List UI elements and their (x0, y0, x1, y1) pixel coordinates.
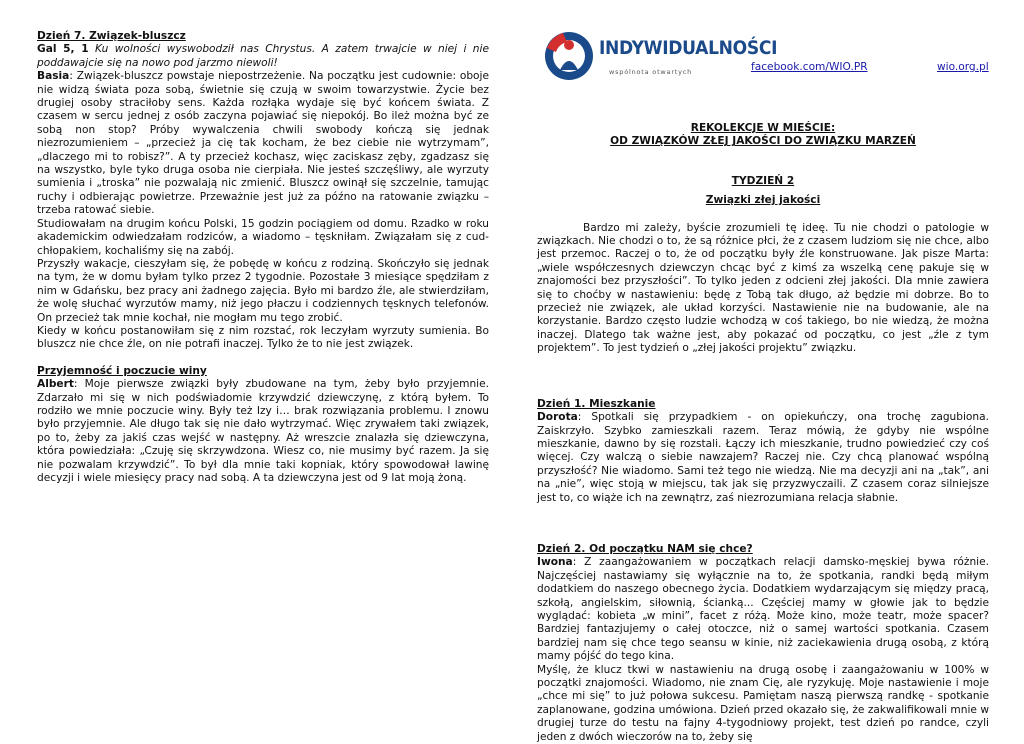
albert-name: Albert (37, 378, 74, 391)
quote-text: Ku wolności wyswobodził nas Chrystus. A zatem trwajcie w niej i nie poddawajcie się na nowo pod jarzmo niewoli! (37, 43, 489, 69)
dorota-paragraph (537, 411, 989, 505)
dorota-name: Dorota (537, 411, 578, 424)
main-title-line1: REKOLEKCJE W MIEŚCIE: (690, 122, 836, 134)
iwona-text: : Z zaangażowaniem w początkach relacji damsko-męskiej bywa różnie. Najczęściej nastawiamy się wyłącznie na to, że spotkania, randki będą miłym dodatkiem do naszego obecnego życia. Dodatkiem wydarzającym się między pracą, szkołą, angielskim, siłownią, ścianką... Częściej mamy w głowie jak to będzie wyglądać: kobieta „w mini”, facet z różą. Może kino, może teatr, może spacer? Bardziej fantazjujemy o całej otoczce, niż o samej wartości spotkania. Czasem bardziej nam się chce tego seansu w kinie, niż zaciekawienia drugą osobą, z którą mamy pójść do tego kina. (537, 556, 989, 663)
basia-paragraph (37, 70, 489, 217)
iwona-name: Iwona (537, 556, 573, 569)
logo-icon (543, 30, 595, 82)
iwona-paragraph (537, 556, 989, 663)
quote-ref: Gal 5, 1 (37, 43, 89, 56)
week-subtitle: Związki złej jakości (705, 194, 821, 207)
albert-text: : Moje pierwsze związki były zbudowane na tym, żeby było przyjemnie. Zdarzało mi się w nich podświadomie krzywdzić dziewczynę, z którą byłem. To rodziło we mnie poczucie winy. Były też Izy i… brak rozwiązania problemu. I znowu było przyjemnie. Ale długo tak się nie dało wytrzymać. Więc zrywałem taki związek, po to, żeby za jakiś czas wejść w następny. Aż wreszcie znalazła się dziewczyna, która powiedziała: „Czuję się skrzywdzona. Wiesz co, nie musimy być razem. Ja się nie pozwalam krzywdzić”. To był dla mnie taki kopniak, który spowodował lawinę decyzji i wiele miesięcy pracy nad sobą. A ta dziewczyna jest od 9 lat moją żoną. (37, 378, 489, 484)
day1-title: Dzień 1. Mieszkanie (537, 397, 656, 410)
day2-title: Dzień 2. Od początku NAM się chce? (537, 542, 753, 555)
basia-name: Basia (37, 70, 70, 83)
left-column (37, 30, 489, 485)
section-title: Przyjemność i poczucie winy (37, 364, 207, 377)
dorota-text: : Spotkali się przypadkiem - on opiekuńczy, ona trochę zagubiona. Zaiskrzyło. Szybko zamieszkali razem. Teraz mówią, że gdyby nie wspólne mieszkanie, dawno by się rozstali. Łączy ich mieszkanie, trudno powiedzieć czy coś więcej. Czy walczą o siebie nawzajem? Raczej nie. Czy chcą planować wspólną przyszłość? Nie wiadomo. Sami też tego nie wiedzą. Nie ma decyzji ani na „tak”, ani na „nie”, więc stoją w miejscu, tak jak się przyzwyczaili. Z czasem coraz silniejsze jest to, co wiąże ich na zewnątrz, zaś niezrozumiana relacja słabnie. (537, 411, 989, 504)
basia-text: : Związek-bluszcz powstaje niepostrzeżenie. Na początku jest cudownie: oboje nie widzą świata poza sobą, świetnie się czują w swoim towarzystwie. Życie bez drugiej osoby straciłoby sens. Każda rozłąka wydaje się być końcem świata. Z czasem w sercu jednej z osób zaczyna pojawiać się niepokój. Bo ileż można być ze sobą non stop? Próby wywalczenia chwili swobody kończą się jednak niezrozumieniem – „przecież ja cię tak kocham, że bez ciebie nie wytrzymam”, „dlaczego mi to robisz?”. A ty przecież kochasz, więc zaciskasz zęby, zgadzasz się na wszystko, byle tyko druga osoba nie cierpiała. Nie jesteś szczęśliwy, ale wyrzuty sumienia i „troska” nie pozwalają nic zmienić. Bluszcz owinął się szczelnie, tamując ruchy i odbierając powietrze. Przeważnie jest już za późno na ratowanie związku – trzeba ratować siebie. (37, 70, 489, 217)
brand-name: INDYWIDUALNOŚCI (599, 37, 778, 59)
facebook-link[interactable]: facebook.com/WIO.PR (751, 61, 868, 73)
albert-paragraph (37, 378, 489, 485)
right-column (537, 30, 989, 744)
brand-subtitle: wspólnota otwartych (609, 68, 693, 76)
intro-paragraph: Bardzo mi zależy, byście zrozumieli tę ideę. Tu nie chodzi o patologie w związkach. Nie chodzi o to, że są różnice płci, że z czasem ludziom się nie chce, albo jest przemoc. Raczej o to, że od początku były źle konstruowane. Jak pisze Marta: „wiele współczesnych dziewczyn chcąc być z kimś za wszelką cenę pakuje się w znajomości bez przyszłości”. To tylko jeden z odcieni złej jakości. Dla mnie zawiera się to choćby w nastawieniu: będę z Tobą tak długo, aż będzie mi dobrze. Bo to przecież nie związek, ale układ korzyści. Nastawienie nie na budowanie, ale na korzystanie. Bardzo często ludzie wchodzą w coś takiego, bo nie wiedzą, że można inaczej. Dlatego tak ważne jest, aby pokazać od początku, co jest „źle z tym projektem”. To jest tydzień o „złej jakości projektu” związku. (537, 221, 989, 355)
main-title-line2: OD ZWIĄZKÓW ZŁEJ JAKOŚCI DO ZWIĄZKU MARZEŃ (610, 135, 916, 148)
header (537, 30, 989, 92)
website-link[interactable]: wio.org.pl (937, 61, 989, 73)
paragraph: Studiowałam na drugim końcu Polski, 15 godzin pociągiem od domu. Rzadko w roku akademickim odwiedzałam rodziców, a wiadomo – tęskniłam. Związałam się z cud-chłopakiem, kochaliśmy się na zabój. (37, 217, 489, 257)
paragraph: Przyszły wakacje, cieszyłam się, że pobędę w końcu z rodziną. Skończyło się jednak na tym, że w domu byłam tylko przez 2 tygodnie. Pozostałe 3 miesiące spędziłam z nim w Gdańsku, bez pracy ani żadnego zajęcia. Było mi bardzo źle, ale stwierdziłam, że wolę słuchać wyrzutów mamy, niż jego płaczu i codziennych tęsknych telefonów. On przecież tak mnie kochał, nie mogłam mu tego zrobić. (37, 257, 489, 324)
quote (37, 43, 489, 70)
paragraph: Myślę, że klucz tkwi w nastawieniu na drugą osobę i zaangażowaniu w 100% w początki znajomości. Wiadomo, nie znam Cię, ale ryzykuję. Moje nastawienie i moje „chce mi się” to już połowa sukcesu. Pamiętam naszą pierwszą randkę - spotkanie zaplanowane, godzina umówiona. Dzień przed okazało się, że zakwalifikowali mnie w drugiej turze do testu na fajny 4-tygodniowy projekt, test dzień po randce, czyli jeden z dwóch wieczorów na to, żeby się (537, 663, 989, 743)
paragraph: Kiedy w końcu postanowiłam się z nim rozstać, rok leczyłam wyrzuty sumienia. Bo bluszcz nie chce źle, on nie potrafi inaczej. Tylko że to nie jest związek. (37, 324, 489, 351)
week-title: TYDZIEŃ 2 (731, 174, 795, 187)
day7-title: Dzień 7. Związek-bluszcz (37, 30, 186, 42)
